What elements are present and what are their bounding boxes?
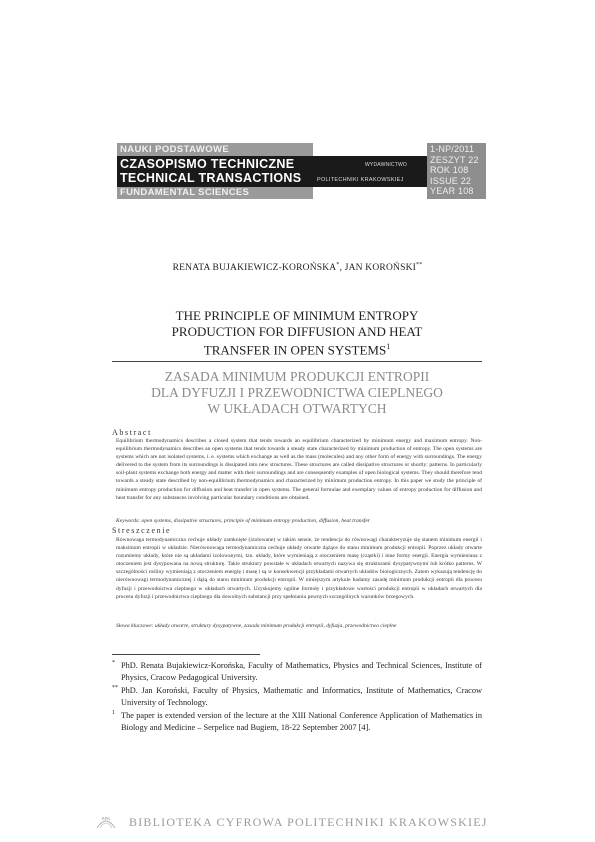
publisher-small-label: WYDAWNICTWO <box>365 162 408 168</box>
footnote-mark: * <box>112 660 115 666</box>
journal-title-en: TECHNICAL TRANSACTIONS <box>120 171 302 185</box>
title-divider <box>112 361 482 362</box>
footnote-text: PhD. Renata Bujakiewicz-Korońska, Faculty of Mathematics, Physics and Technical Sciences, Institute of Physics, Cracow Pedagogical University. <box>121 661 482 682</box>
author-1-mark: * <box>336 262 340 268</box>
abstract-heading: Abstract <box>112 428 152 437</box>
footnote <box>112 710 482 733</box>
author-2-mark: ** <box>416 262 423 268</box>
title-pl-line: DLA DYFUZJI I PRZEWODNICTWA CIEPLNEGO <box>151 385 443 400</box>
author-1: RENATA BUJAKIEWICZ-KOROŃSKA <box>172 263 337 274</box>
footnote-divider <box>112 654 260 655</box>
keywords-label: Keywords: <box>116 518 141 524</box>
keywords-list-pl: układy otwarte, struktury dysypatywne, zasada minimum produkcji entropii, dyfuzja, przewodnictwo cieplne <box>154 623 397 629</box>
journal-title-pl: CZASOPISMO TECHNICZNE <box>120 157 295 171</box>
streszczenie-body: Równowaga termodynamiczna cechuje układy zamknięte (izolowane) w takim sensie, że tendencja do równowagi charakteryzuje się stanem minimum energii i maksimum entropii w układzie. Nierównowaga termodynamiczna cechuje układy otwarte dążące do stanu minimum produkcji entropii. Poprzez układy otwarte rozumiemy układy, które nie są układami izolowanymi, tzn. układy, które wymieniają z otoczeniem masę (cząstki) i inne formy energii. Energia wymieniana z otoczeniem jest dysypowana na nową strukturę. Takie struktury powstałe w układach otwartych nazywa się strukturami dysypatywnymi lub krótko patterns. W szczególności rośliny wymieniają z otoczeniem energię i masę i są w konsekwencji przykładami otwartych układów biologicznych. Zatem wykazują tendencję do nierównowagi termodynamicznej i dążą do stanu minimum produkcji entropii. W niniejszym artykule badamy zasadę minimum produkcji entropii dla procesu dyfuzji i przewodnictwa cieplnego w układach otwartych. Uzyskujemy ogólne formuły i przykładowe wartości produkcji entropii w układach otwartych dla procesu dyfuzji i przewodnictwa cieplnego dla dowolnych substancji przy spełnianiu pewnych szczególnych warunków brzegowych. <box>116 537 482 600</box>
paper-title-en <box>112 308 482 358</box>
author-separator: , <box>339 263 345 274</box>
masthead-section-band <box>117 143 313 156</box>
publisher-name: POLITECHNIKI KRAKOWSKIEJ <box>317 177 404 183</box>
title-en-line: PRODUCTION FOR DIFFUSION AND HEAT <box>171 323 423 339</box>
issue-line: YEAR 108 <box>430 186 474 196</box>
footnote-text: The paper is extended version of the lecture at the XIII National Conference Application of Mathematics in Biology and Medicine – Serpelice nad Bugiem, 18-22 September 2007 [4]. <box>121 711 482 732</box>
footnote-mark: 1 <box>112 710 115 716</box>
library-logo-icon <box>95 812 117 830</box>
masthead-section-label: NAUKI PODSTAWOWE <box>120 144 230 155</box>
issue-info-box <box>427 143 486 199</box>
abstract-body: Equilibrium thermodynamics describes a closed system that tends towards an equilibrium characterized by minimum energy and maximum entropy. Non-equilibrium thermodynamics describes an open systems that tends towards a steady state characterized by minimum production of entropy. The open systems are systems which are not isolated systems, i. e. systems which exchange as well as the mass (molecules) and any other form of energy with surroundings. The energy delivered to the system from its surroundings is dissipated into new structures. These structures are called dissipative structures or shortly: patterns. In particularly soil-plant systems exchange both energy and matter with their surroundings and are consequently examples of open biological systems. They should therefore tend towards a steady state described by non-equilibrium thermodynamics and characterized by minimum production entropy. In this paper we study the principle of minimum entropy production for diffusion and heat transfer in open systems. The general formulae and exemplary values of entropy production for diffusion and heat transfer for any substances involving particular boundary conditions are obtained. <box>116 438 482 501</box>
keywords-list: open systems, dissipative structures, principle of minimum entropy production, diffusion, heat transfer <box>141 518 370 524</box>
masthead-section-label-en: FUNDAMENTAL SCIENCES <box>120 187 250 198</box>
streszczenie-heading: Streszczenie <box>112 526 172 535</box>
title-en-line: TRANSFER IN OPEN SYSTEMS <box>203 342 387 358</box>
masthead-section-band-en <box>117 187 313 199</box>
footnote <box>112 660 482 683</box>
streszczenie-keywords <box>116 622 482 630</box>
keywords-label-pl: Słowa kluczowe: <box>116 623 154 629</box>
abstract-keywords <box>116 517 482 525</box>
footnote-mark: ** <box>112 685 118 691</box>
footnote <box>112 685 482 708</box>
library-name: BIBLIOTEKA CYFROWA POLITECHNIKI KRAKOWSKIEJ <box>129 815 488 829</box>
title-pl-line: ZASADA MINIMUM PRODUKCJI ENTROPII <box>164 369 430 384</box>
issue-line: ZESZYT 22 <box>430 155 479 165</box>
issue-line: ISSUE 22 <box>430 176 472 186</box>
title-en-line: THE PRINCIPLE OF MINIMUM ENTROPY <box>175 308 419 323</box>
footnote-text: PhD. Jan Koroński, Faculty of Physics, Mathematic and Informatics, Institute of Mathematics, Cracow University of Technology. <box>121 686 482 707</box>
title-pl-line: W UKŁADACH OTWARTYCH <box>207 401 387 416</box>
authors-line <box>0 262 595 273</box>
issue-line: ROK 108 <box>430 165 469 175</box>
masthead-title-band <box>117 156 427 187</box>
library-footer <box>95 812 505 832</box>
author-2: JAN KOROŃSKI <box>344 263 416 274</box>
title-footnote-mark: 1 <box>386 342 391 351</box>
library-logo-text: BPK <box>101 816 111 821</box>
issue-line: 1-NP/2011 <box>430 144 475 154</box>
paper-title-pl <box>112 369 482 417</box>
